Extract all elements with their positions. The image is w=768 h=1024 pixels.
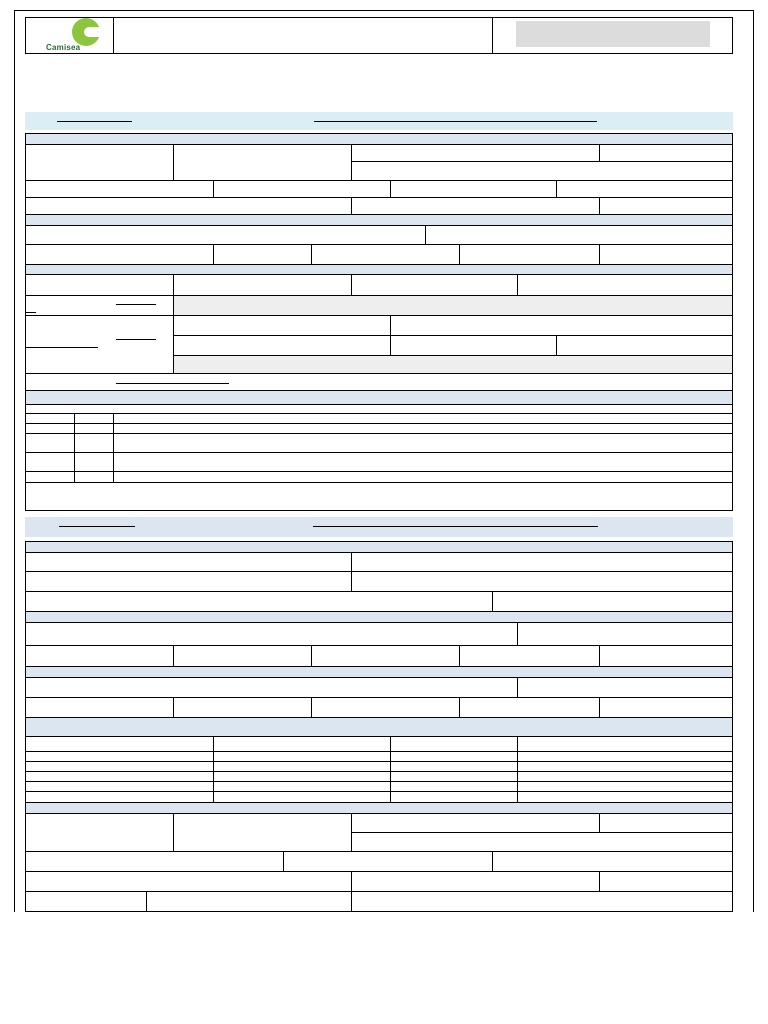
row-line bbox=[25, 645, 733, 646]
row-line bbox=[25, 851, 733, 852]
row-line bbox=[25, 591, 733, 592]
row-line bbox=[25, 677, 733, 678]
cell-line bbox=[351, 144, 352, 180]
cell-line bbox=[351, 552, 352, 592]
document-code-field bbox=[516, 21, 710, 47]
subsection-strip bbox=[26, 667, 732, 677]
subsection-strip bbox=[26, 265, 732, 274]
divider bbox=[113, 17, 114, 54]
section-1-title-line bbox=[314, 121, 597, 122]
cell-line bbox=[173, 144, 174, 180]
subsection-strip bbox=[26, 542, 732, 552]
cell-line bbox=[311, 697, 312, 717]
cell-line bbox=[599, 645, 600, 666]
row-line bbox=[25, 891, 733, 892]
row-line bbox=[25, 771, 733, 772]
cell-line bbox=[173, 813, 174, 851]
filled-cell bbox=[174, 356, 732, 373]
subsection-strip bbox=[26, 803, 732, 813]
row-line bbox=[25, 471, 733, 472]
cell-line bbox=[599, 144, 600, 161]
row-line bbox=[25, 373, 733, 374]
row-line bbox=[25, 871, 733, 872]
row-line bbox=[25, 781, 733, 782]
cell-line bbox=[213, 180, 214, 197]
row-line bbox=[351, 161, 733, 162]
row-line bbox=[25, 571, 733, 572]
cell-line bbox=[517, 622, 518, 645]
field-underline bbox=[116, 339, 156, 340]
row-line bbox=[25, 482, 733, 483]
row-line bbox=[25, 315, 733, 316]
cell-line bbox=[599, 813, 600, 832]
cell-line bbox=[517, 274, 518, 295]
cell-line bbox=[599, 197, 600, 214]
row-line bbox=[173, 335, 733, 336]
cell-line bbox=[556, 335, 557, 355]
section-2-code-line bbox=[59, 526, 135, 527]
row-line bbox=[25, 813, 733, 814]
row-line bbox=[25, 911, 733, 912]
row-line bbox=[25, 791, 733, 792]
row-line bbox=[25, 225, 733, 226]
cell-line bbox=[311, 244, 312, 264]
subsection-strip bbox=[26, 612, 732, 622]
section-2-band bbox=[25, 517, 733, 537]
row-line bbox=[25, 697, 733, 698]
subsection-strip bbox=[26, 215, 732, 225]
subsection-strip bbox=[26, 134, 732, 144]
row-line bbox=[25, 452, 733, 453]
subsection-strip bbox=[26, 718, 732, 736]
row-line bbox=[351, 832, 733, 833]
cell-line bbox=[492, 851, 493, 871]
cell-line bbox=[390, 180, 391, 197]
row-line bbox=[25, 552, 733, 553]
field-underline bbox=[116, 304, 156, 305]
row-line bbox=[25, 433, 733, 434]
cell-line bbox=[311, 645, 312, 666]
section-2-title-line bbox=[313, 526, 598, 527]
cell-line bbox=[459, 697, 460, 717]
cell-line bbox=[599, 697, 600, 717]
row-line bbox=[25, 751, 733, 752]
camisea-logo-icon bbox=[72, 18, 100, 46]
row-line bbox=[25, 197, 733, 198]
cell-line bbox=[459, 645, 460, 666]
row-line bbox=[25, 244, 733, 245]
cell-line bbox=[213, 736, 214, 802]
filled-cell bbox=[174, 296, 732, 315]
cell-line bbox=[517, 736, 518, 802]
cell-line bbox=[173, 645, 174, 666]
cell-line bbox=[146, 891, 147, 912]
row-line bbox=[25, 274, 733, 275]
row-line bbox=[25, 404, 733, 405]
cell-line bbox=[492, 591, 493, 611]
section-1-table bbox=[25, 133, 733, 511]
row-line bbox=[25, 736, 733, 737]
field-underline bbox=[26, 312, 36, 313]
cell-line bbox=[459, 244, 460, 264]
cell-line bbox=[599, 244, 600, 264]
row-line bbox=[25, 144, 733, 145]
subsection-strip bbox=[26, 391, 732, 404]
cell-line bbox=[173, 697, 174, 717]
cell-line bbox=[283, 851, 284, 871]
row-line bbox=[25, 761, 733, 762]
row-line bbox=[25, 180, 733, 181]
section-1-code-line bbox=[57, 121, 132, 122]
cell-line bbox=[517, 677, 518, 697]
cell-line bbox=[351, 197, 352, 214]
row-line bbox=[25, 423, 733, 424]
cell-line bbox=[599, 871, 600, 891]
cell-line bbox=[213, 244, 214, 264]
row-line bbox=[25, 413, 733, 414]
cell-line bbox=[390, 736, 391, 802]
divider bbox=[492, 17, 493, 54]
cell-line bbox=[425, 225, 426, 244]
cell-line bbox=[556, 180, 557, 197]
row-line bbox=[25, 622, 733, 623]
logo-text: Camisea bbox=[46, 43, 81, 52]
cell-line bbox=[351, 274, 352, 295]
field-underline bbox=[116, 383, 229, 384]
field-underline bbox=[26, 347, 98, 348]
